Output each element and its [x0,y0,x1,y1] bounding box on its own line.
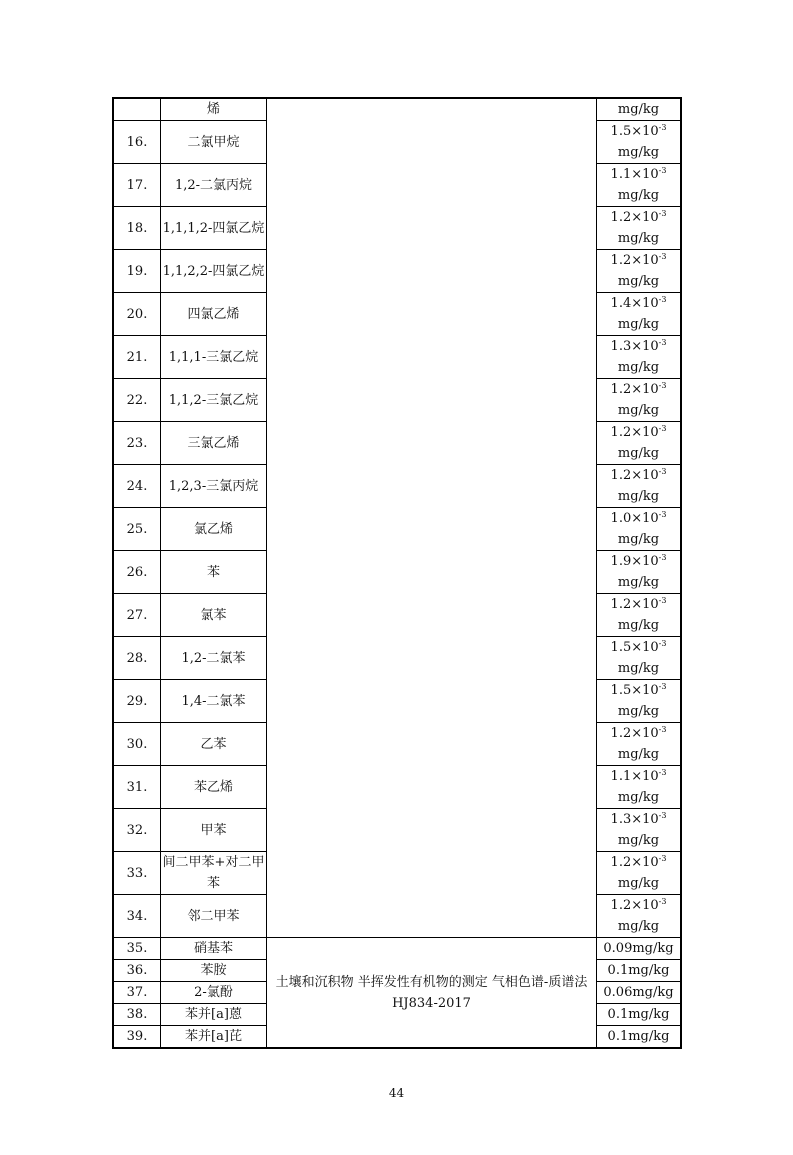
detection-limit-cell [597,293,682,336]
detection-limit-unit: mg/kg [617,790,660,805]
limit-base: 1.1×10 [610,167,659,182]
detection-limit-unit: mg/kg [617,446,660,461]
detection-limit-value [597,508,680,529]
table-row [113,938,681,960]
analyte-name-cell: 乙苯 [161,723,267,766]
limit-exponent: -3 [658,854,667,863]
analyte-name-cell: 二氯甲烷 [161,121,267,164]
row-number-cell: 25. [113,508,161,551]
limit-base: 1.2×10 [610,898,659,913]
detection-limit-cell [597,637,682,680]
detection-limit-value [597,250,680,271]
row-number-cell: 38. [113,1004,161,1026]
detection-limit-cell [597,422,682,465]
detection-limit-value [597,809,680,830]
detection-limit-cell [597,680,682,723]
detection-limit-cell [597,551,682,594]
limit-base: 1.2×10 [610,210,659,225]
detection-limit-cell: 0.1mg/kg [597,960,682,982]
row-number-cell: 32. [113,809,161,852]
detection-limit-cell [597,336,682,379]
detection-limit-unit: mg/kg [617,317,660,332]
analyte-name-cell: 1,1,1,2-四氯乙烷 [161,207,267,250]
limit-base: 1.2×10 [610,253,659,268]
analyte-name-cell: 氯苯 [161,594,267,637]
detection-limit-cell [597,766,682,809]
analyte-name-cell: 四氯乙烯 [161,293,267,336]
analyte-name-cell: 2-氯酚 [161,982,267,1004]
limit-exponent: -3 [658,338,667,347]
analyte-name-cell: 苯乙烯 [161,766,267,809]
row-number-cell: 22. [113,379,161,422]
analyte-name-cell: 硝基苯 [161,938,267,960]
limit-exponent: -3 [658,381,667,390]
detection-limit-value [597,422,680,443]
detection-limit-value [597,293,680,314]
detection-limit-cell: 0.09mg/kg [597,938,682,960]
analyte-name-cell: 烯 [161,98,267,121]
detection-limit-cell [597,465,682,508]
row-number-cell: 36. [113,960,161,982]
detection-limit-value [597,637,680,658]
detection-limit-cell [597,250,682,293]
limit-base: 1.5×10 [610,683,659,698]
detection-limit-cell [597,207,682,250]
row-number-cell: 35. [113,938,161,960]
detection-limit-unit: mg/kg [617,489,660,504]
detection-limit-unit: mg/kg [617,360,660,375]
analyte-name-cell: 1,2-二氯丙烷 [161,164,267,207]
analyte-name-cell: 苯并[a]蒽 [161,1004,267,1026]
analyte-name-cell: 1,2-二氯苯 [161,637,267,680]
row-number-cell: 21. [113,336,161,379]
detection-limit-cell [597,809,682,852]
row-number-cell: 33. [113,852,161,895]
row-number-cell: 24. [113,465,161,508]
limit-base: 1.2×10 [610,468,659,483]
method-cell: 土壤和沉积物 半挥发性有机物的测定 气相色谱-质谱法 HJ834-2017 [267,938,597,1049]
analyte-name-cell: 苯并[a]芘 [161,1026,267,1049]
limit-base: 1.2×10 [610,726,659,741]
analyte-name-cell: 甲苯 [161,809,267,852]
detection-limit-unit: mg/kg [617,274,660,289]
detection-limit-value [597,766,680,787]
analyte-name-cell: 1,1,2,2-四氯乙烷 [161,250,267,293]
analyte-name-cell: 三氯乙烯 [161,422,267,465]
limit-base: 1.2×10 [610,382,659,397]
limit-exponent: -3 [658,424,667,433]
row-number-cell: 34. [113,895,161,938]
detection-limit-value [597,852,680,873]
limit-exponent: -3 [658,897,667,906]
limit-exponent: -3 [658,467,667,476]
detection-limit-table [112,97,682,1049]
detection-limit-cell [597,895,682,938]
limit-exponent: -3 [658,682,667,691]
method-cell [267,98,597,938]
limit-exponent: -3 [658,510,667,519]
detection-limit-cell [597,164,682,207]
detection-limit-value [597,551,680,572]
limit-base: 1.9×10 [610,554,659,569]
detection-limit-cell: 0.1mg/kg [597,1004,682,1026]
detection-limit-cell [597,594,682,637]
limit-base: 1.2×10 [610,597,659,612]
detection-limit-unit: mg/kg [617,575,660,590]
detection-limit-unit: mg/kg [617,919,660,934]
limit-base: 1.2×10 [610,425,659,440]
limit-exponent: -3 [658,553,667,562]
limit-base: 1.2×10 [610,855,659,870]
detection-limit-unit: mg/kg [617,661,660,676]
detection-limit-unit: mg/kg [617,231,660,246]
analyte-name-cell: 1,1,1-三氯乙烷 [161,336,267,379]
detection-limit-cell [597,379,682,422]
detection-limit-value [597,336,680,357]
row-number-cell: 26. [113,551,161,594]
limit-exponent: -3 [658,768,667,777]
analyte-name-cell: 1,4-二氯苯 [161,680,267,723]
detection-limit-value [597,895,680,916]
limit-exponent: -3 [658,596,667,605]
detection-limit-unit: mg/kg [617,403,660,418]
row-number-cell: 31. [113,766,161,809]
limit-base: 1.5×10 [610,124,659,139]
page-number: 44 [388,1086,405,1100]
detection-limit-value [597,379,680,400]
detection-limit-value [597,594,680,615]
analyte-name-cell: 氯乙烯 [161,508,267,551]
detection-limit-value [597,164,680,185]
limit-base: 1.0×10 [610,511,659,526]
limit-exponent: -3 [658,166,667,175]
detection-limit-unit: mg/kg [617,876,660,891]
limit-exponent: -3 [658,209,667,218]
row-number-cell: 23. [113,422,161,465]
limit-exponent: -3 [658,123,667,132]
limit-exponent: -3 [658,252,667,261]
analyte-name-cell: 间二甲苯+对二甲苯 [161,852,267,895]
detection-limit-value [597,465,680,486]
detection-limit-cell [597,723,682,766]
detection-limit-value [597,723,680,744]
row-number-cell: 39. [113,1026,161,1049]
detection-limit-value [597,680,680,701]
detection-limit-unit: mg/kg [617,618,660,633]
detection-limit-unit: mg/kg [617,532,660,547]
detection-limit-unit: mg/kg [617,145,660,160]
analyte-name-cell: 1,2,3-三氯丙烷 [161,465,267,508]
row-number-cell: 37. [113,982,161,1004]
detection-limit-cell: 0.1mg/kg [597,1026,682,1049]
limit-base: 1.5×10 [610,640,659,655]
row-number-cell [113,98,161,121]
detection-limit-cell [597,121,682,164]
analyte-name-cell: 苯 [161,551,267,594]
limit-base: 1.3×10 [610,339,659,354]
limit-base: 1.1×10 [610,769,659,784]
limit-exponent: -3 [658,725,667,734]
row-number-cell: 17. [113,164,161,207]
row-number-cell: 30. [113,723,161,766]
detection-limit-cell [597,852,682,895]
row-number-cell: 19. [113,250,161,293]
detection-limit-value [597,121,680,142]
limit-base: 1.4×10 [610,296,659,311]
analyte-name-cell: 苯胺 [161,960,267,982]
row-number-cell: 20. [113,293,161,336]
row-number-cell: 29. [113,680,161,723]
detection-limit-value [597,207,680,228]
detection-limit-cell: mg/kg [597,98,682,121]
limit-exponent: -3 [658,295,667,304]
analyte-name-cell: 1,1,2-三氯乙烷 [161,379,267,422]
detection-limit-unit: mg/kg [617,833,660,848]
detection-limit-unit: mg/kg [617,188,660,203]
analyte-name-cell: 邻二甲苯 [161,895,267,938]
row-number-cell: 16. [113,121,161,164]
detection-limit-cell: 0.06mg/kg [597,982,682,1004]
table-row [113,98,681,121]
detection-limit-cell [597,508,682,551]
limit-exponent: -3 [658,639,667,648]
limit-base: 1.3×10 [610,812,659,827]
detection-limit-unit: mg/kg [617,704,660,719]
row-number-cell: 28. [113,637,161,680]
row-number-cell: 18. [113,207,161,250]
limit-exponent: -3 [658,811,667,820]
detection-limit-unit: mg/kg [617,747,660,762]
row-number-cell: 27. [113,594,161,637]
